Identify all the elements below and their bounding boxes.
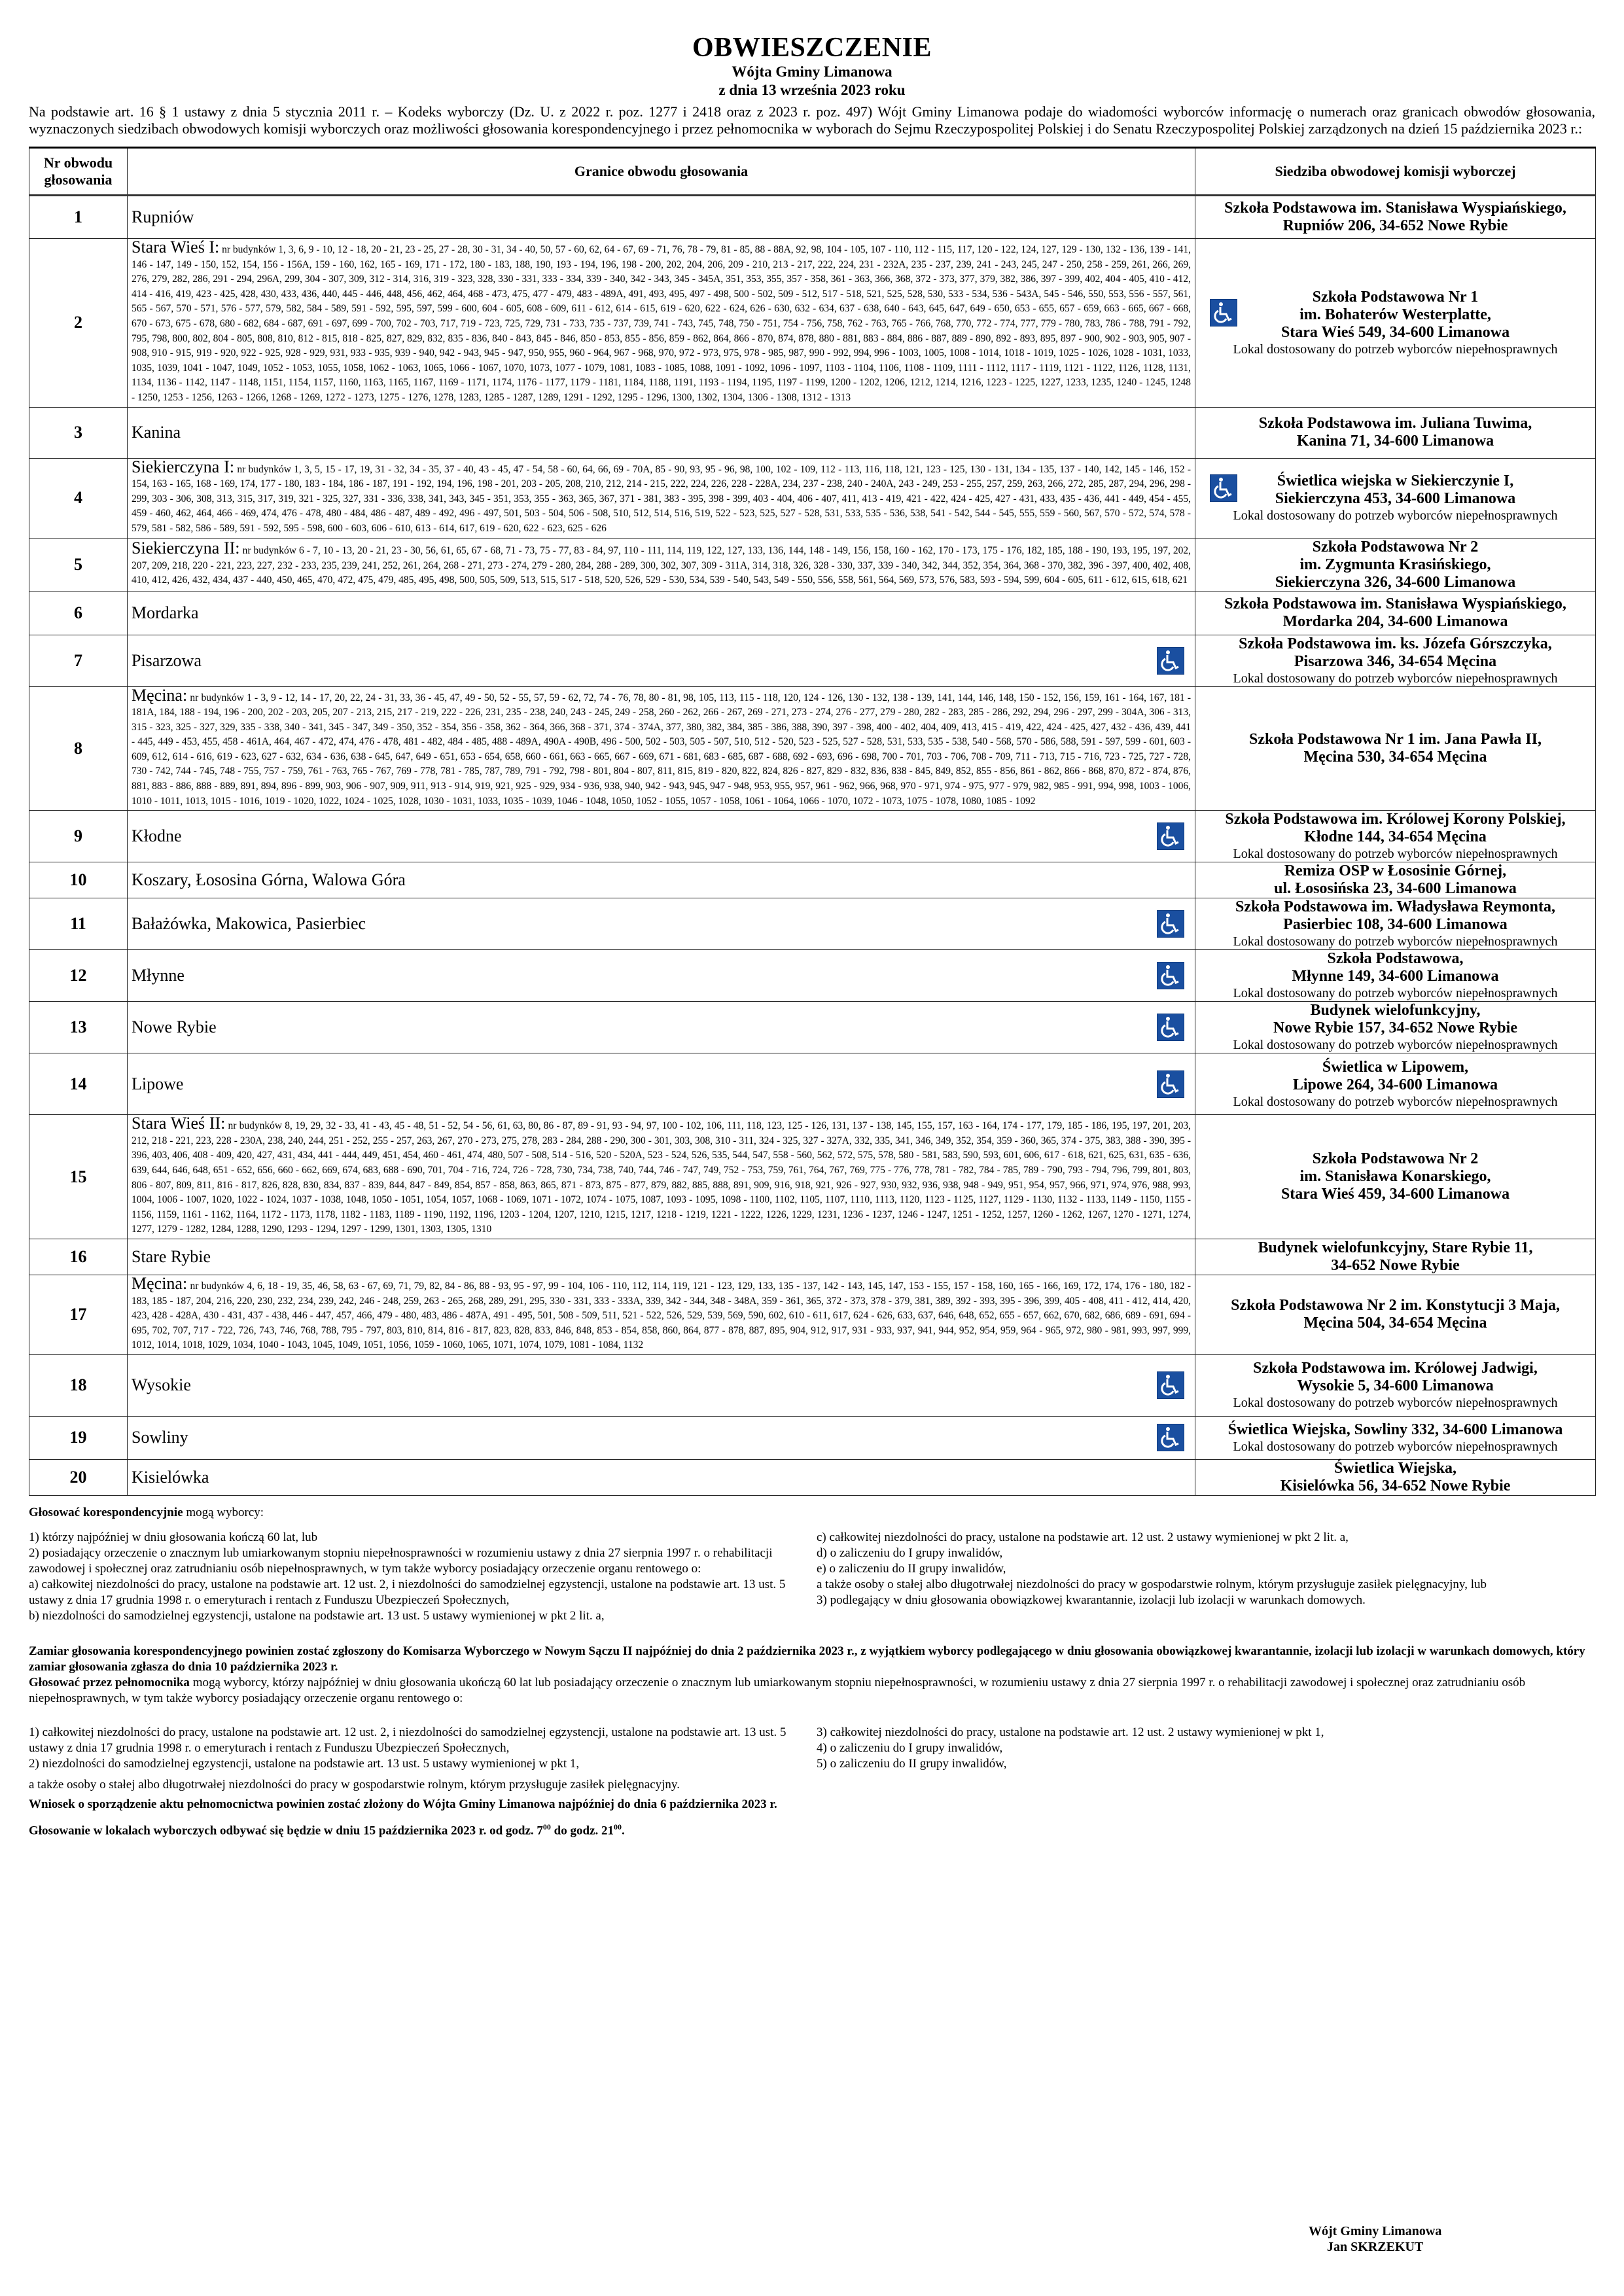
voting-hours-end: .: [622, 1824, 625, 1838]
locality-name: Kłodne: [132, 826, 182, 846]
locality-name: Stare Rybie: [132, 1247, 211, 1266]
commission-seat-line: Stara Wieś 549, 34-600 Limanowa: [1280, 323, 1510, 341]
buildings-label: nr budynków: [228, 1120, 283, 1132]
accessibility-note: Lokal dostosowany do potrzeb wyborców niepełnosprawnych: [1233, 508, 1558, 523]
proxy-heading-bold: Głosować przez pełnomocnika: [29, 1675, 190, 1689]
commission-seat-line: Remiza OSP w Łososinie Górnej,: [1284, 862, 1507, 880]
table-row: [29, 407, 1596, 458]
commission-seat-line: Szkoła Podstawowa,: [1327, 950, 1464, 968]
table-row: [29, 458, 1596, 538]
building-numbers: 1, 3, 6, 9 - 10, 12 - 18, 20 - 21, 23 - 25, 27 - 28, 30 - 31, 34 - 40, 50, 57 - 60, 62, 64 - 67, 69 - 71, 76, 78 - 79, 81 - 85, 88 - 88A, 92, 98, 104 - 105, 107 - 110, 112 - 115, 117, 120 - 122, 124, 127, 129 - 130, 132 - 136, 139 - 141, 146 - 147, 149 - 150, 152, 154, 156 - 156A, 159 - 160, 162, 165 - 169, 171 - 172, 180 - 183, 188, 190, 193 - 194, 196, 198 - 200, 202, 204, 206, 209 - 210, 213 - 217, 222, 224, 231 - 232A, 235 - 237, 239, 241 - 243, 245, 247 - 250, 258 - 259, 261, 266, 269, 276, 279, 282, 286, 291 - 294, 296A, 299, 304 - 307, 309, 312 - 314, 316, 319 - 323, 328, 330 - 331, 333 - 334, 339 - 340, 342 - 343, 345 - 345A, 351, 353, 355, 357 - 358, 361 - 363, 366, 368, 372 - 373, 377, 379, 382, 386, 397 - 399, 402, 404 - 405, 410 - 412, 414 - 416, 419, 423 - 425, 428, 430, 433, 436, 440, 445 - 446, 448, 456, 462, 464, 468 - 473, 475, 477 - 479, 483 - 489A, 491, 493, 495, 497 - 498, 500 - 502, 509 - 512, 517 - 518, 521, 525, 528, 530, 533 - 534, 536 - 543A, 545 - 546, 550, 553, 556 - 557, 561, 565 - 567, 570 - 571, 576 - 577, 579, 582, 584 - 589, 591 - 592, 595, 597, 599 - 600, 604 - 605, 608 - 609, 611 - 612, 614 - 615, 619 - 620, 622 - 624, 626 - 630, 632 - 634, 637 - 638, 640 - 643, 645, 647, 649 - 650, 653 - 655, 657 - 659, 663 - 665, 667 - 668, 670 - 673, 675 - 678, 680 - 682, 684 - 687, 691 - 697, 699 - 700, 702 - 703, 717, 719 - 723, 725, 729, 731 - 733, 735 - 737, 739, 741 - 743, 745, 748, 750 - 751, 754 - 756, 758, 762 - 763, 765 - 766, 768, 770, 772 - 774, 777, 779 - 780, 783, 786 - 788, 791 - 792, 795, 798, 800, 802, 804 - 805, 808, 810, 812 - 815, 818 - 825, 827, 829, 832, 835 - 836, 840 - 843, 845 - 846, 850 - 853, 855 - 856, 859 - 862, 864, 866 - 870, 874, 878, 880 - 881, 883 - 884, 886 - 887, 889 - 890, 892 - 893, 895, 897 - 900, 902 - 903, 905, 907 - 908, 910 - 915, 919 - 920, 922 - 925, 928 - 929, 931, 933 - 935, 939 - 940, 942 - 943, 945 - 947, 950, 955, 960 - 964, 967 - 968, 970, 972 - 973, 975, 978 - 985, 987, 990 - 992, 994, 996 - 1003, 1005, 1008 - 1014, 1018 - 1019, 1025 - 1026, 1028 - 1031, 1033, 1035, 1039, 1041 - 1047, 1049, 1052 - 1053, 1055, 1058, 1062 - 1063, 1065, 1066 - 1067, 1070, 1073, 1077 - 1079, 1081, 1083 - 1085, 1088, 1091 - 1092, 1096 - 1097, 1103 - 1104, 1106, 1108 - 1109, 1111 - 1112, 1117 - 1119, 1121 - 1122, 1126, 1128, 1131, 1134, 1136 - 1142, 1147 - 1148, 1151, 1154, 1157, 1160, 1163, 1165, 1167, 1169 - 1171, 1174, 1176 - 1177, 1179 - 1181, 1184, 1188, 1191, 1193 - 1194, 1195, 1197 - 1199, 1200 - 1202, 1206, 1212, 1214, 1216, 1223 - 1225, 1227, 1233, 1235, 1240 - 1245, 1248 - 1250, 1253 - 1256, 1263 - 1266, 1268 - 1269, 1272 - 1273, 1275 - 1276, 1278, 1283, 1285 - 1287, 1289, 1291 - 1292, 1295 - 1296, 1300, 1302, 1304, 1306 - 1308, 1312 - 1313: [132, 244, 1192, 403]
district-bounds-cell: [128, 811, 1195, 862]
footer-info: [29, 1505, 1595, 1839]
commission-seat-line: Szkoła Podstawowa im. Stanisława Wyspiańskiego,: [1224, 200, 1566, 217]
commission-seat-line: Szkoła Podstawowa im. Władysława Reymonta,: [1235, 898, 1555, 916]
commission-seat-line: Świetlica Wiejska, Sowliny 332, 34-600 Limanowa: [1227, 1421, 1563, 1438]
commission-seat-line: Pisarzowa 346, 34-654 Męcina: [1294, 652, 1497, 670]
list-item: a także osoby o stałej albo długotrwałej niezdolności do pracy w gospodarstwie rolnym, którym przysługuje zasiłek pielęgnacyjny, lub: [817, 1577, 1487, 1591]
district-bounds-cell: [128, 1115, 1195, 1239]
district-number: 8: [29, 686, 128, 811]
proxy-heading: [29, 1675, 1595, 1706]
notice-page: [29, 0, 1595, 1839]
commission-seat-line: ul. Łososińska 23, 34-600 Limanowa: [1274, 880, 1517, 898]
locality-name: Stara Wieś II:: [132, 1114, 226, 1133]
commission-seat-line: Budynek wielofunkcyjny,: [1310, 1002, 1481, 1019]
locality-name: Mordarka: [132, 603, 199, 622]
district-bounds-cell: [128, 1239, 1195, 1275]
wheelchair-accessible-icon: [1157, 1070, 1184, 1098]
document-date: z dnia 13 września 2023 roku: [718, 82, 906, 98]
commission-seat-line: Szkoła Podstawowa im. Królowej Jadwigi,: [1253, 1360, 1538, 1377]
table-row: [29, 1354, 1596, 1416]
table-row: [29, 1053, 1596, 1115]
locality-name: Bałażówka, Makowica, Pasierbiec: [132, 914, 366, 934]
commission-seat-line: im. Stanisława Konarskiego,: [1299, 1168, 1491, 1186]
correspondence-heading-bold: Głosować korespondencyjnie: [29, 1505, 183, 1519]
commission-seat-line: Stara Wieś 459, 34-600 Limanowa: [1280, 1186, 1510, 1203]
list-item: 2) niezdolności do samodzielnej egzystencji, ustalone na podstawie art. 13 ust. 5 ustawy wymienionej w pkt 1,: [29, 1756, 580, 1771]
commission-seat-cell: [1195, 950, 1596, 1002]
commission-seat-cell: [1195, 1354, 1596, 1416]
accessibility-note: Lokal dostosowany do potrzeb wyborców niepełnosprawnych: [1233, 1396, 1558, 1411]
building-list: [132, 540, 1191, 590]
proxy-heading-rest: mogą wyborcy, którzy najpóźniej w dniu głosowania ukończą 60 lat lub posiadający orzeczenie o znacznym lub umiarkowanym stopniu niepełnosprawności, w rozumieniu ustawy z dnia 27 sierpnia 1997 r. o rehabilitacji zawodowej i społecznej oraz zatrudnianiu osób niepełnosprawnych, w tym także wyborcy posiadający orzeczenie organu rentowego o:: [29, 1675, 1526, 1705]
table-row: [29, 1115, 1596, 1239]
district-number: 11: [29, 898, 128, 950]
proxy-eligibility: [29, 1725, 1595, 1772]
buildings-label: nr budynków: [237, 463, 291, 475]
district-bounds-cell: [128, 686, 1195, 811]
buildings-label: nr budynków: [222, 244, 276, 255]
district-number: 2: [29, 239, 128, 408]
accessibility-note: Lokal dostosowany do potrzeb wyborców niepełnosprawnych: [1233, 1439, 1558, 1454]
commission-seat-cell: [1195, 635, 1596, 686]
list-item: 3) podlegający w dniu głosowania obowiązkowej kwarantannie, izolacji lub izolacji w warunkach domowych.: [817, 1593, 1366, 1607]
district-number: 3: [29, 407, 128, 458]
locality-name: Kisielówka: [132, 1467, 209, 1487]
commission-seat-line: Świetlica w Lipowem,: [1322, 1058, 1469, 1076]
signature-role: Wójt Gminy Limanowa: [1309, 2224, 1442, 2238]
wheelchair-accessible-icon: [1157, 1014, 1184, 1041]
locality-name: Męcina:: [132, 1274, 188, 1293]
correspondence-left-column: [29, 1530, 801, 1624]
signature-name: Jan SKRZEKUT: [1327, 2240, 1424, 2254]
commission-seat-cell: [1195, 898, 1596, 950]
commission-seat-cell: [1195, 407, 1596, 458]
district-bounds-cell: [128, 1354, 1195, 1416]
district-bounds-cell: [128, 862, 1195, 898]
accessibility-note: Lokal dostosowany do potrzeb wyborców niepełnosprawnych: [1233, 342, 1558, 357]
accessibility-note: Lokal dostosowany do potrzeb wyborców niepełnosprawnych: [1233, 986, 1558, 1001]
district-number: 18: [29, 1354, 128, 1416]
commission-seat-line: Kisielówka 56, 34-652 Nowe Rybie: [1280, 1477, 1511, 1494]
commission-seat-line: Budynek wielofunkcyjny, Stare Rybie 11,: [1258, 1239, 1533, 1256]
table-row: [29, 950, 1596, 1002]
commission-seat-cell: [1195, 862, 1596, 898]
building-list: [132, 239, 1191, 407]
proxy-left-column: [29, 1725, 801, 1772]
table-row: [29, 686, 1596, 811]
district-bounds-cell: [128, 635, 1195, 686]
list-item: 2) posiadający orzeczenie o znacznym lub umiarkowanym stopniu niepełnosprawności w rozumieniu ustawy z dnia 27 sierpnia 1997 r. o rehabilitacji zawodowej i społecznej oraz zatrudnianiu osób niepełnosprawnych, w tym także wyborcy posiadający orzeczenie organu rentowego o:: [29, 1545, 773, 1576]
table-row: [29, 538, 1596, 592]
table-row: [29, 592, 1596, 635]
commission-seat-line: Lipowe 264, 34-600 Limanowa: [1292, 1076, 1498, 1093]
district-number: 15: [29, 1115, 128, 1239]
district-bounds-cell: [128, 898, 1195, 950]
intro-paragraph: Na podstawie art. 16 § 1 ustawy z dnia 5 stycznia 2011 r. – Kodeks wyborczy (Dz. U. z 2022 r. poz. 1277 i 2418 oraz z 2023 r. poz. 497) Wójt Gminy Limanowa podaje do wiadomości wyborców informację o numerach oraz granicach obwodów głosowania, wyznaczonych siedzibach obwodowych komisji wyborczych oraz możliwości głosowania korespondencyjnego i przez pełnomocnika w wyborach do Sejmu Rzeczypospolitej Polskiej i do Senatu Rzeczypospolitej Polskiej zarządzonych na dzień 15 października 2023 r.:: [29, 103, 1595, 137]
voting-hours-mid: do godz. 21: [550, 1824, 614, 1838]
district-bounds-cell: [128, 592, 1195, 635]
list-item: 1) którzy najpóźniej w dniu głosowania kończą 60 lat, lub: [29, 1530, 318, 1544]
commission-seat-line: Szkoła Podstawowa im. Juliana Tuwima,: [1258, 415, 1532, 433]
locality-name: Nowe Rybie: [132, 1017, 217, 1037]
list-item: 3) całkowitej niezdolności do pracy, ustalone na podstawie art. 12 ust. 2 ustawy wymienionej w pkt 1,: [817, 1725, 1324, 1739]
table-row: [29, 898, 1596, 950]
district-number: 9: [29, 811, 128, 862]
commission-seat-cell: [1195, 1275, 1596, 1355]
voting-hours: [29, 1819, 1595, 1839]
district-number: 20: [29, 1459, 128, 1495]
locality-name: Kanina: [132, 423, 181, 442]
commission-seat-line: 34-652 Nowe Rybie: [1331, 1257, 1460, 1274]
district-number: 1: [29, 196, 128, 239]
table-header-row: [29, 148, 1596, 196]
district-bounds-cell: [128, 538, 1195, 592]
locality-name: Koszary, Łososina Górna, Walowa Góra: [132, 870, 406, 890]
accessibility-note: Lokal dostosowany do potrzeb wyborców niepełnosprawnych: [1233, 847, 1558, 862]
accessibility-note: Lokal dostosowany do potrzeb wyborców niepełnosprawnych: [1233, 671, 1558, 686]
buildings-label: nr budynków: [242, 545, 296, 557]
list-item: 4) o zaliczeniu do I grupy inwalidów,: [817, 1740, 1003, 1755]
locality-name: Siekierczyna I:: [132, 457, 235, 476]
commission-seat-line: Szkoła Podstawowa im. Stanisława Wyspiańskiego,: [1224, 595, 1566, 612]
locality-name: Pisarzowa: [132, 650, 202, 670]
accessibility-note: Lokal dostosowany do potrzeb wyborców niepełnosprawnych: [1233, 934, 1558, 949]
correspondence-deadline: Zamiar głosowania korespondencyjnego powinien zostać zgłoszony do Komisarza Wyborczego w Nowym Sączu II najpóźniej do dnia 2 października 2023 r., z wyjątkiem wyborcy podlegającego w dniu głosowania obowiązkowej kwarantannie, izolacji lub izolacji w warunkach domowych, który zamiar głosowania zgłasza do dnia 10 października 2023 r.: [29, 1644, 1585, 1674]
signature-block: [1309, 2223, 1441, 2255]
locality-name: Młynne: [132, 966, 185, 985]
district-bounds-cell: [128, 196, 1195, 239]
commission-seat-cell: [1195, 1239, 1596, 1275]
commission-seat-line: Nowe Rybie 157, 34-652 Nowe Rybie: [1273, 1019, 1517, 1037]
district-number: 6: [29, 592, 128, 635]
voting-start-minutes: 00: [542, 1822, 551, 1831]
correspondence-right-column: [817, 1530, 1595, 1624]
commission-seat-cell: [1195, 1459, 1596, 1495]
building-list: [132, 1115, 1191, 1239]
voting-end-minutes: 00: [614, 1822, 622, 1831]
locality-name: Lipowe: [132, 1074, 184, 1093]
district-bounds-cell: [128, 458, 1195, 538]
commission-seat-line: Młynne 149, 34-600 Limanowa: [1292, 968, 1499, 985]
locality-name: Siekierczyna II:: [132, 539, 240, 558]
district-bounds-cell: [128, 1459, 1195, 1495]
commission-seat-line: Siekierczyna 326, 34-600 Limanowa: [1275, 573, 1516, 591]
commission-seat-cell: [1195, 1053, 1596, 1115]
commission-seat-line: Męcina 504, 34-654 Męcina: [1303, 1315, 1487, 1332]
locality-name: Stara Wieś I:: [132, 238, 220, 256]
table-row: [29, 1459, 1596, 1495]
district-number: 19: [29, 1416, 128, 1459]
commission-seat-line: Męcina 530, 34-654 Męcina: [1303, 748, 1487, 766]
table-row: [29, 1239, 1596, 1275]
document-issuer: Wójta Gminy Limanowa: [732, 63, 892, 80]
locality-name: Sowliny: [132, 1428, 188, 1447]
wheelchair-accessible-icon: [1157, 962, 1184, 989]
wheelchair-accessible-icon: [1157, 910, 1184, 938]
table-row: [29, 811, 1596, 862]
wheelchair-accessible-icon: [1157, 822, 1184, 850]
district-number: 14: [29, 1053, 128, 1115]
commission-seat-line: Szkoła Podstawowa Nr 2: [1312, 1150, 1479, 1168]
wheelchair-accessible-icon: [1157, 1371, 1184, 1399]
commission-seat-cell: [1195, 239, 1596, 408]
commission-seat-cell: [1195, 1115, 1596, 1239]
commission-seat-line: im. Bohaterów Westerplatte,: [1299, 306, 1491, 323]
header-district-number: Nr obwodu głosowania: [29, 148, 128, 196]
document-title: OBWIESZCZENIE: [692, 33, 932, 63]
district-number: 10: [29, 862, 128, 898]
commission-seat-line: Szkoła Podstawowa Nr 2 im. Konstytucji 3 Maja,: [1231, 1297, 1560, 1315]
commission-seat-line: Kanina 71, 34-600 Limanowa: [1296, 433, 1494, 450]
district-number: 12: [29, 950, 128, 1002]
list-item: 1) całkowitej niezdolności do pracy, ustalone na podstawie art. 12 ust. 2, i niezdolności do samodzielnej egzystencji, ustalone na podstawie art. 13 ust. 5 ustawy z dnia 17 grudnia 1998 r. o emeryturach i rentach z Funduszu Ubezpieczeń Społecznych,: [29, 1725, 786, 1755]
district-number: 7: [29, 635, 128, 686]
locality-name: Wysokie: [132, 1375, 191, 1395]
commission-seat-cell: [1195, 811, 1596, 862]
locality-name: Męcina:: [132, 685, 188, 705]
building-list: [132, 459, 1191, 538]
commission-seat-line: Szkoła Podstawowa im. ks. Józefa Górszczyka,: [1239, 635, 1552, 652]
building-numbers: 1 - 3, 9 - 12, 14 - 17, 20, 22, 24 - 31, 33, 36 - 45, 47, 49 - 50, 52 - 55, 57, 59 - 62, 72, 74 - 76, 78, 80 - 81, 98, 105, 113, 115 - 118, 120, 124 - 126, 130 - 132, 138 - 139, 141, 144, 146, 148, 150 - 152, 156, 159, 161 - 164, 167, 181 - 181A, 184, 188 - 194, 196 - 200, 202 - 203, 205, 207 - 213, 215, 217 - 219, 222 - 226, 231, 235 - 238, 240, 243 - 245, 249 - 258, 260 - 262, 266 - 267, 269 - 271, 273 - 274, 276 - 277, 279 - 280, 282 - 283, 285 - 286, 292, 294, 296 - 297, 299 - 304A, 306 - 313, 315 - 323, 325 - 327, 329, 335 - 338, 340 - 341, 345 - 347, 349 - 350, 352 - 354, 356 - 358, 362 - 364, 366, 368 - 371, 374 - 374A, 377, 380, 382, 384, 385 - 386, 388, 390, 397 - 398, 400 - 402, 404, 409, 413, 415 - 419, 422, 424 - 425, 427, 432 - 436, 439, 441 - 445, 449 - 453, 455, 458 - 461A, 464, 467 - 472, 474, 476 - 478, 481 - 482, 484 - 485, 488 - 489A, 490A - 490B, 496 - 500, 502 - 503, 505 - 507, 510, 512 - 520, 523 - 525, 527 - 528, 531, 533, 535 - 538, 540 - 568, 570 - 586, 588, 591 - 597, 599 - 601, 603 - 609, 612, 614 - 616, 619 - 623, 627 - 632, 634 - 636, 638 - 645, 647, 649 - 651, 653 - 654, 658, 660 - 661, 663 - 665, 667 - 669, 671 - 681, 683 - 685, 687 - 688, 692 - 693, 696 - 698, 700 - 701, 703 - 706, 708 - 709, 711 - 713, 715 - 716, 723 - 725, 727 - 728, 730 - 742, 744 - 745, 748 - 755, 757 - 759, 761 - 763, 765 - 767, 769 - 778, 781 - 785, 787, 789, 791 - 792, 798 - 801, 804 - 807, 811, 815, 819 - 820, 822, 824, 826 - 827, 829 - 832, 836, 838 - 845, 849, 852, 855 - 856, 861 - 862, 866 - 868, 870, 872 - 874, 876, 881, 883 - 886, 888 - 889, 891, 894, 896 - 899, 903, 906 - 907, 909, 911, 913 - 914, 919, 921, 925 - 929, 934 - 936, 938, 940, 942 - 943, 945, 947 - 948, 953, 955, 957, 961 - 962, 966, 968, 970 - 971, 974 - 975, 977 - 979, 982, 985 - 991, 994, 998, 1003 - 1006, 1010 - 1011, 1013, 1015 - 1016, 1019 - 1020, 1022, 1024 - 1025, 1028, 1030 - 1031, 1033, 1035 - 1039, 1046 - 1048, 1050, 1052 - 1055, 1057 - 1058, 1061 - 1064, 1066 - 1070, 1072 - 1073, 1075 - 1078, 1080, 1085 - 1092: [132, 692, 1192, 807]
district-bounds-cell: [128, 950, 1195, 1002]
buildings-label: nr budynków: [190, 1280, 245, 1292]
table-row: [29, 1416, 1596, 1459]
commission-seat-cell: [1195, 196, 1596, 239]
proxy-also-note: a także osoby o stałej albo długotrwałej niezdolności do pracy w gospodarstwie rolnym, którym przysługuje zasiłek pielęgnacyjny.: [29, 1777, 680, 1792]
district-bounds-cell: [128, 1002, 1195, 1053]
commission-seat-line: Wysokie 5, 34-600 Limanowa: [1297, 1377, 1494, 1395]
commission-seat-line: Kłodne 144, 34-654 Męcina: [1304, 828, 1487, 846]
table-row: [29, 862, 1596, 898]
district-bounds-cell: [128, 239, 1195, 408]
district-bounds-cell: [128, 1275, 1195, 1355]
commission-seat-cell: [1195, 538, 1596, 592]
commission-seat-line: Świetlica Wiejska,: [1333, 1459, 1457, 1477]
accessibility-note: Lokal dostosowany do potrzeb wyborców niepełnosprawnych: [1233, 1038, 1558, 1053]
commission-seat-cell: [1195, 1416, 1596, 1459]
commission-seat-line: im. Zygmunta Krasińskiego,: [1299, 556, 1491, 573]
list-item: a) całkowitej niezdolności do pracy, ustalone na podstawie art. 12 ust. 2, i niezdolności do samodzielnej egzystencji, ustalone na podstawie art. 13 ust. 5 ustawy z dnia 17 grudnia 1998 r. o emeryturach i rentach z Funduszu Ubezpieczeń Społecznych,: [29, 1577, 786, 1607]
wheelchair-accessible-icon: [1157, 1424, 1184, 1451]
commission-seat-line: Szkoła Podstawowa im. Królowej Korony Polskiej,: [1225, 811, 1566, 828]
proxy-deadline: Wniosek o sporządzenie aktu pełnomocnictwa powinien zostać złożony do Wójta Gminy Limanowa najpóźniej do dnia 6 października 2023 r.: [29, 1797, 777, 1811]
commission-seat-line: Szkoła Podstawowa Nr 1 im. Jana Pawła II,: [1249, 730, 1542, 748]
district-number: 13: [29, 1002, 128, 1053]
list-item: b) niezdolności do samodzielnej egzystencji, ustalone na podstawie art. 13 ust. 5 ustawy wymienionej w pkt 2 lit. a,: [29, 1608, 605, 1623]
district-bounds-cell: [128, 1416, 1195, 1459]
district-number: 5: [29, 538, 128, 592]
correspondence-heading-rest: mogą wyborcy:: [183, 1505, 264, 1519]
building-numbers: 8, 19, 29, 32 - 33, 41 - 43, 45 - 48, 51 - 52, 54 - 56, 61, 63, 80, 86 - 87, 89 - 91, 93 - 94, 97, 100 - 102, 106, 111, 118, 123, 125 - 126, 131, 137 - 138, 145, 155, 157, 163 - 164, 174 - 177, 179, 185 - 186, 195, 197, 201, 203, 212, 218 - 221, 223, 228 - 230A, 238, 240, 244, 251 - 252, 255 - 257, 263, 267, 270 - 273, 275, 278, 283 - 284, 288 - 290, 300 - 301, 303, 308, 310 - 311, 324 - 325, 327 - 327A, 332, 335, 341, 346, 349, 352, 354, 359 - 360, 365, 374 - 375, 383, 388 - 390, 395 - 396, 403, 406, 408 - 409, 420, 427, 431, 434, 441 - 444, 449, 451, 454, 460 - 461, 474, 480, 507 - 508, 514 - 516, 520 - 520A, 523 - 524, 526, 535, 544, 547, 558 - 560, 562, 572, 575, 578, 580 - 581, 583, 590, 593, 601, 606, 617 - 618, 621, 625, 631, 635 - 636, 639, 644, 646, 648, 651 - 652, 656, 660 - 662, 669, 674, 683, 688 - 690, 701, 704 - 716, 724, 726 - 728, 730, 734, 738, 740, 744, 746 - 747, 749, 752 - 753, 759, 761, 764, 767, 769, 775 - 776, 778, 781 - 782, 784 - 785, 789 - 790, 793 - 794, 796, 799, 801, 803, 806 - 807, 809, 811, 816 - 817, 826, 828, 830, 834, 837 - 839, 844, 847 - 849, 854, 857 - 858, 863, 865, 871 - 873, 875 - 877, 879, 882, 885, 888, 891, 909, 916, 918, 921, 926 - 927, 930, 932, 936, 938, 948 - 949, 951, 954, 957, 966, 971, 974, 976, 988, 993, 1004, 1006 - 1007, 1020, 1022 - 1024, 1037 - 1038, 1048, 1050 - 1051, 1054, 1057, 1068 - 1069, 1071 - 1072, 1074 - 1075, 1087, 1093 - 1095, 1098 - 1100, 1102, 1105, 1107, 1110, 1113, 1120, 1123 - 1125, 1127, 1129 - 1130, 1132 - 1133, 1149 - 1150, 1155 - 1156, 1159, 1161 - 1162, 1164, 1172 - 1173, 1178, 1182 - 1183, 1189 - 1190, 1192, 1196, 1203 - 1204, 1207, 1210, 1215, 1217, 1218 - 1219, 1221 - 1222, 1226, 1229, 1231, 1236 - 1237, 1246 - 1247, 1251 - 1252, 1257, 1260 - 1262, 1267, 1270 - 1271, 1274, 1277, 1279 - 1282, 1284, 1288, 1290, 1293 - 1294, 1297 - 1299, 1301, 1303, 1305, 1310: [132, 1120, 1191, 1235]
table-row: [29, 635, 1596, 686]
commission-seat-cell: [1195, 1002, 1596, 1053]
commission-seat-line: Rupniów 206, 34-652 Nowe Rybie: [1282, 217, 1508, 234]
building-numbers: 4, 6, 18 - 19, 35, 46, 58, 63 - 67, 69, 71, 79, 82, 84 - 86, 88 - 93, 95 - 97, 99 - 104, 106 - 110, 112, 114, 119, 121 - 123, 129, 133, 135 - 137, 142 - 143, 145, 147, 153 - 155, 157 - 158, 160, 165 - 166, 169, 172, 174, 176 - 180, 182 - 183, 185 - 187, 204, 216, 220, 230, 232, 234, 239, 242, 246 - 248, 259, 263 - 265, 268, 289, 291, 295, 330 - 331, 333 - 333A, 339, 342 - 344, 348 - 348A, 359 - 361, 365, 372 - 373, 378 - 379, 381, 389, 392 - 393, 395 - 396, 399, 405 - 408, 411 - 412, 414, 420, 423, 428 - 428A, 430 - 431, 437 - 438, 446 - 447, 457, 466, 479 - 480, 483, 486 - 487A, 491 - 495, 501, 508 - 509, 511, 521 - 522, 526, 529, 539, 569, 590, 602, 610 - 611, 617, 624 - 626, 633, 637, 646, 648, 652, 655 - 657, 662, 670, 682, 686, 689 - 691, 694 - 695, 702, 707, 717 - 722, 726, 743, 746, 768, 788, 795 - 797, 803, 810, 814, 816 - 817, 823, 828, 833, 846, 848, 853 - 854, 858, 860, 864, 877 - 878, 887, 895, 904, 912, 917, 931 - 933, 937, 941, 944, 952, 954, 959, 964 - 965, 972, 980 - 981, 993, 997, 999, 1012, 1014, 1018, 1029, 1034, 1040 - 1043, 1045, 1049, 1051, 1056, 1059 - 1060, 1065, 1071, 1074, 1079, 1081 - 1084, 1132: [132, 1280, 1192, 1351]
building-numbers: 6 - 7, 10 - 13, 20 - 21, 23 - 30, 56, 61, 65, 67 - 68, 71 - 73, 75 - 77, 83 - 84, 97, 110 - 111, 114, 119, 122, 127, 133, 136, 144, 148 - 149, 156, 158, 160 - 162, 170 - 173, 175 - 176, 182, 185, 188 - 190, 193, 195, 197, 202, 207, 209, 218, 220 - 221, 223, 227, 232 - 233, 235, 239, 241, 252, 261, 264, 268 - 271, 273 - 274, 279 - 280, 284, 288 - 289, 300, 302, 307, 309 - 311A, 314, 318, 326, 328 - 330, 337, 339 - 340, 342, 344, 352, 354, 364, 368 - 370, 382, 396 - 397, 400, 402, 408, 410, 412, 426, 432, 434, 437 - 440, 450, 465, 470, 472, 475, 479, 485, 495, 498, 500, 505, 509, 513, 515, 517 - 518, 520, 526, 529 - 530, 534, 539 - 540, 543, 549 - 550, 556, 558, 561, 564, 569, 573, 576, 583, 593 - 594, 599, 604 - 605, 611 - 612, 615, 618, 621: [132, 545, 1192, 586]
commission-seat-line: Siekierczyna 453, 34-600 Limanowa: [1275, 490, 1516, 508]
buildings-label: nr budynków: [190, 692, 244, 703]
voting-hours-text: Głosowanie w lokalach wyborczych odbywać się będzie w dniu 15 października 2023 r. od godz. 7: [29, 1824, 543, 1838]
district-number: 16: [29, 1239, 128, 1275]
wheelchair-accessible-icon: [1210, 299, 1237, 327]
commission-seat-line: Mordarka 204, 34-600 Limanowa: [1282, 613, 1508, 630]
header-district-bounds: Granice obwodu głosowania: [128, 148, 1195, 196]
correspondence-heading: [29, 1505, 1595, 1521]
district-number: 4: [29, 458, 128, 538]
district-number: 17: [29, 1275, 128, 1355]
list-item: e) o zaliczeniu do II grupy inwalidów,: [817, 1561, 1006, 1576]
polling-districts-table: [29, 147, 1596, 1496]
locality-name: Rupniów: [132, 207, 194, 226]
building-list: [132, 1275, 1191, 1354]
table-row: [29, 196, 1596, 239]
building-numbers: 1, 3, 5, 15 - 17, 19, 31 - 32, 34 - 35, 37 - 40, 43 - 45, 47 - 54, 58 - 60, 64, 66, 69 - 70A, 85 - 90, 93, 95 - 96, 98, 100, 102 - 109, 112 - 113, 116, 118, 121, 123 - 125, 130 - 131, 134 - 135, 137 - 140, 142, 145 - 146, 152 - 154, 163 - 165, 168 - 169, 174, 177 - 180, 183 - 184, 186 - 187, 191 - 192, 194, 196, 198 - 201, 203 - 205, 208, 210, 212, 214 - 215, 222, 224, 226, 228 - 228A, 234, 237 - 238, 240 - 240A, 243 - 249, 253 - 255, 257, 259, 263, 266, 272, 285, 287, 294, 296, 298 - 299, 303 - 306, 308, 313, 315, 317, 319, 321 - 325, 327, 331 - 336, 338, 341, 343, 345 - 351, 353, 355 - 363, 365, 367, 371 - 381, 383 - 395, 398 - 399, 403 - 404, 406 - 407, 411, 413 - 419, 421 - 422, 424 - 425, 427 - 431, 433, 435 - 436, 441 - 449, 454 - 455, 459 - 460, 462, 464, 466 - 469, 474, 476 - 478, 480 - 484, 486 - 487, 489 - 492, 496 - 497, 501, 503 - 504, 506 - 508, 510, 512, 514, 516, 519, 522 - 523, 525, 527 - 528, 531, 533, 535 - 536, 538, 541 - 542, 544 - 545, 555, 559 - 560, 567, 570 - 572, 574, 578 - 579, 581 - 582, 586 - 589, 591 - 592, 595 - 598, 600 - 603, 606 - 610, 613 - 614, 617, 619 - 620, 622 - 623, 625 - 626: [132, 463, 1192, 534]
list-item: c) całkowitej niezdolności do pracy, ustalone na podstawie art. 12 ust. 2 ustawy wymienionej w pkt 2 lit. a,: [817, 1530, 1349, 1544]
correspondence-eligibility: [29, 1530, 1595, 1624]
commission-seat-line: Pasierbiec 108, 34-600 Limanowa: [1283, 916, 1508, 934]
commission-seat-line: Świetlica wiejska w Siekierczynie I,: [1277, 472, 1514, 490]
table-row: [29, 239, 1596, 408]
wheelchair-accessible-icon: [1210, 474, 1237, 502]
building-list: [132, 687, 1191, 811]
proxy-right-column: [817, 1725, 1595, 1772]
commission-seat-line: Szkoła Podstawowa Nr 2: [1312, 538, 1479, 556]
table-row: [29, 1002, 1596, 1053]
commission-seat-cell: [1195, 686, 1596, 811]
district-bounds-cell: [128, 407, 1195, 458]
header-commission-seat: Siedziba obwodowej komisji wyborczej: [1195, 148, 1596, 196]
wheelchair-accessible-icon: [1157, 647, 1184, 675]
table-row: [29, 1275, 1596, 1355]
district-bounds-cell: [128, 1053, 1195, 1115]
commission-seat-cell: [1195, 458, 1596, 538]
list-item: d) o zaliczeniu do I grupy inwalidów,: [817, 1545, 1003, 1560]
accessibility-note: Lokal dostosowany do potrzeb wyborców niepełnosprawnych: [1233, 1094, 1558, 1109]
list-item: 5) o zaliczeniu do II grupy inwalidów,: [817, 1756, 1007, 1771]
commission-seat-cell: [1195, 592, 1596, 635]
commission-seat-line: Szkoła Podstawowa Nr 1: [1312, 288, 1479, 306]
